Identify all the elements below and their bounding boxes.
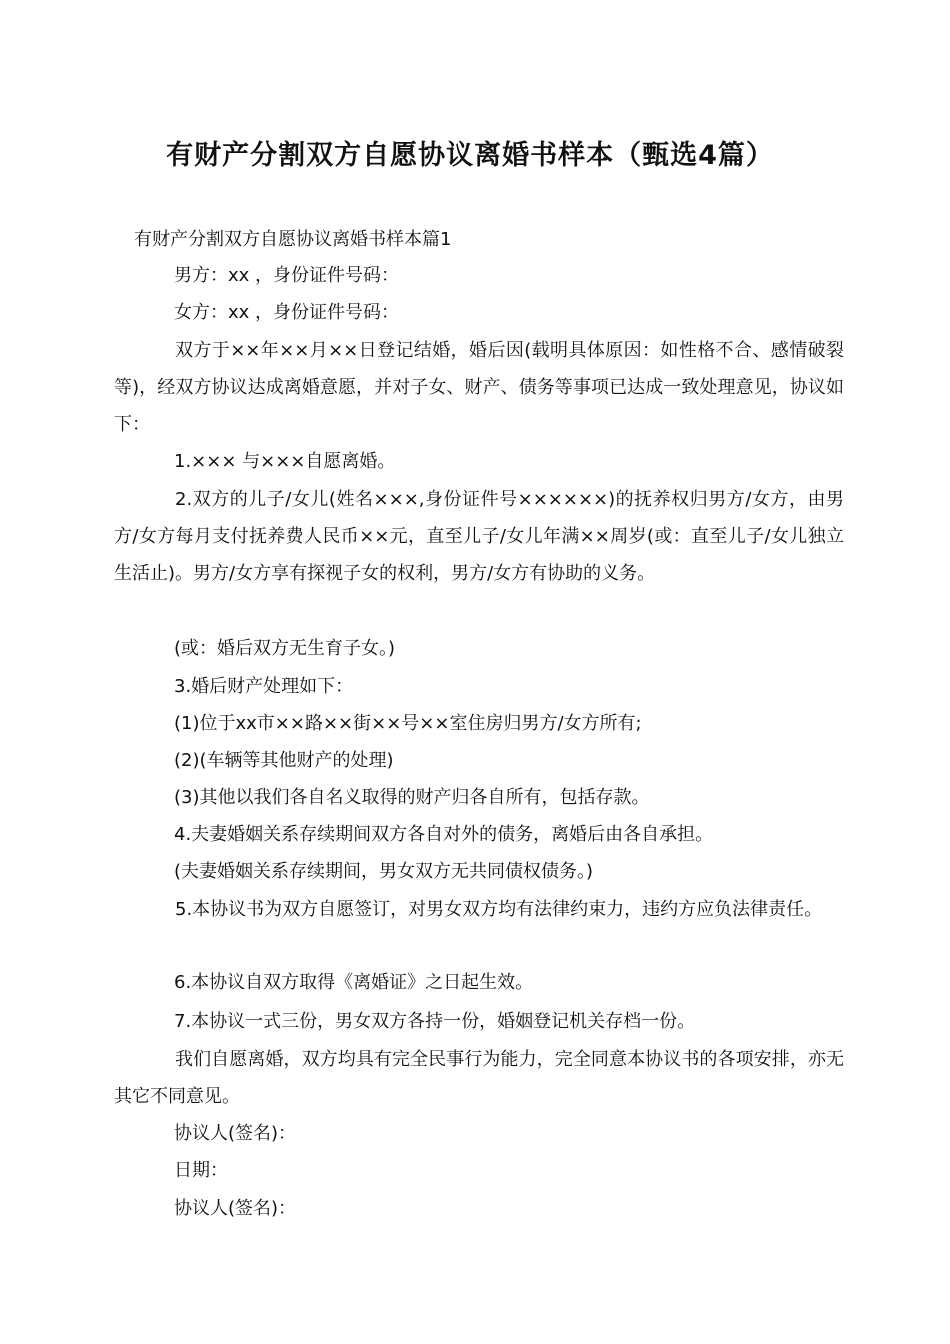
clause-5: 5.本协议书为双方自愿签订，对男女双方均有法律约束力，违约方应负法律责任。 <box>175 899 823 920</box>
clause-2-alternative: (或：婚后双方无生育子女。) <box>174 638 396 659</box>
intro-paragraph: 双方于××年××月××日登记结婚，婚后因(载明具体原因：如性格不合、感情破裂等)，经双方协议达成离婚意愿，并对子女、财产、债务等事项已达成一致处理意见，协议如下： <box>114 340 844 435</box>
clause-3: 3.婚后财产处理如下： <box>174 676 354 697</box>
clause-1: 1.××× 与×××自愿离婚。 <box>174 451 396 472</box>
document-title: 有财产分割双方自愿协议离婚书样本（甄选4篇） <box>166 140 774 171</box>
clause-3-1: (1)位于xx市××路××街××号××室住房归男方/女方所有; <box>174 713 642 734</box>
clause-3-3: (3)其他以我们各自名义取得的财产归各自所有，包括存款。 <box>174 787 650 808</box>
clause-4-alternative: (夫妻婚姻关系存续期间，男女双方无共同债权债务。) <box>174 861 594 882</box>
husband-line: 男方：xx ，身份证件号码： <box>174 265 400 286</box>
closing-paragraph: 我们自愿离婚，双方均具有完全民事行为能力，完全同意本协议书的各项安排，亦无其它不同意见。 <box>114 1049 844 1107</box>
date-label: 日期： <box>174 1160 228 1181</box>
signatory-2-label: 协议人(签名)： <box>174 1198 297 1219</box>
section-heading: 有财产分割双方自愿协议离婚书样本篇1 <box>134 229 452 250</box>
wife-line: 女方：xx ，身份证件号码： <box>174 302 400 323</box>
clause-3-2: (2)(车辆等其他财产的处理) <box>174 750 394 771</box>
signatory-1-label: 协议人(签名)： <box>174 1123 297 1144</box>
clause-4: 4.夫妻婚姻关系存续期间双方各自对外的债务，离婚后由各自承担。 <box>174 824 714 845</box>
clause-6: 6.本协议自双方取得《离婚证》之日起生效。 <box>174 972 534 993</box>
clause-2: 2.双方的儿子/女儿(姓名×××,身份证件号××××××)的抚养权归男方/女方，由男方/女方每月支付抚养费人民币××元，直至儿子/女儿年满××周岁(或：直至儿子/女儿独立生活止)。男方/女方享有探视子女的权利，男方/女方有协助的义务。 <box>114 489 844 584</box>
clause-7: 7.本协议一式三份，男女双方各持一份，婚姻登记机关存档一份。 <box>174 1011 696 1032</box>
